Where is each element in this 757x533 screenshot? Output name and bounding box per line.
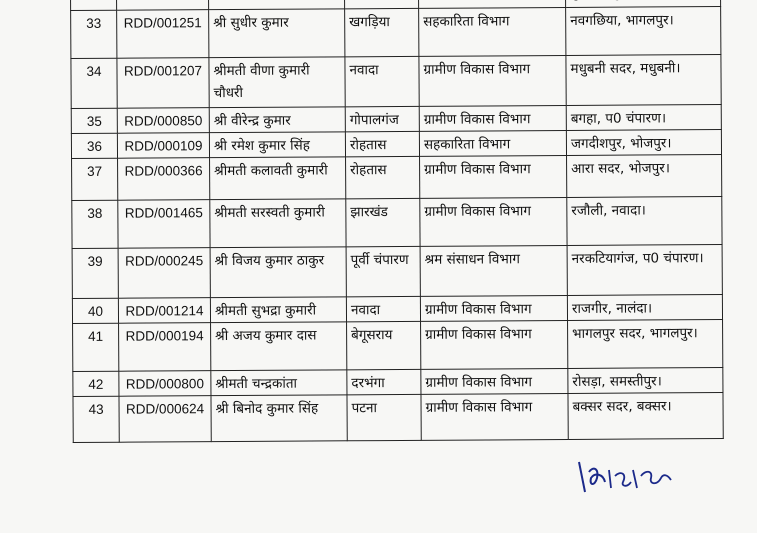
table-row <box>73 368 723 397</box>
cell-district: दरभंगा <box>347 369 421 394</box>
cell-department: ग्रामीण विकास विभाग <box>420 295 567 321</box>
cell-name: श्री रमेश कुमार सिंह <box>209 132 345 158</box>
cell-district: झारखंड <box>346 198 420 246</box>
table-row <box>71 55 721 109</box>
table-row <box>72 155 722 201</box>
cell-name: श्री विजय कुमार ठाकुर <box>210 247 346 298</box>
cell-posting: आरा सदर, भोजपुर। <box>567 155 722 198</box>
table-row <box>72 245 722 299</box>
cell-employee-code: RDD/000109 <box>117 133 209 159</box>
cell-posting: रोसड़ा, समस्तीपुर। <box>568 368 723 394</box>
posting-table <box>70 0 724 443</box>
cell-posting: राजगीर, नालंदा। <box>567 295 722 321</box>
cell-department: सहकारिता विभाग <box>419 7 566 56</box>
cell-name: श्रीमती सुभद्रा कुमारी <box>210 297 346 323</box>
cell-employee-code: RDD/000624 <box>119 396 211 443</box>
cell-employee-code: RDD/000245 <box>118 248 210 299</box>
cell-serial-number: 40 <box>72 298 118 323</box>
cell-employee-code: RDD/000194 <box>119 323 211 372</box>
cell-posting: नरकटियागंज, प0 चंपारण। <box>567 245 722 296</box>
cell-posting: नवगछिया, भागलपुर। <box>566 7 721 56</box>
cell-name: श्री बिनोद कुमार सिंह <box>211 395 347 442</box>
cell-name: श्री वीरेन्द्र कुमार <box>209 107 345 133</box>
cell-district: नवादा <box>345 56 419 106</box>
cell-employee-code: RDD/001465 <box>118 200 210 249</box>
cell-name: श्रीमती चन्द्रकांता <box>211 370 347 396</box>
cell-serial-number: 35 <box>71 108 117 133</box>
cell-serial-number: 36 <box>71 133 117 158</box>
cell-department: ग्रामीण विकास विभाग <box>419 105 566 131</box>
cell-serial-number: 41 <box>73 323 119 371</box>
table-row <box>71 105 721 134</box>
cell-department: ग्रामीण विकास विभाग <box>420 155 567 198</box>
cell-name: श्री सुधीर कुमार <box>209 9 345 58</box>
cell-posting: भागलपुर सदर, भागलपुर। <box>568 320 723 369</box>
cell-department: श्रम संसाधन विभाग <box>420 245 567 296</box>
cell-posting: जगदीशपुर, भोजपुर। <box>566 130 721 156</box>
cell-serial-number: 42 <box>73 371 119 396</box>
handwritten-signature <box>575 452 685 500</box>
cell-district: रोहतास <box>345 131 419 156</box>
cell-posting: बगहा, प0 चंपारण। <box>566 105 721 131</box>
table-row <box>72 197 722 249</box>
cell-posting: बक्सर सदर, बक्सर। <box>568 393 723 440</box>
cell-employee-code: RDD/000366 <box>118 158 210 201</box>
cell-serial-number: 33 <box>71 10 117 58</box>
cell-department: ग्रामीण विकास विभाग <box>421 320 568 369</box>
cell-district: खगड़िया <box>345 8 419 56</box>
cell-district: पटना <box>347 394 421 440</box>
cell-serial-number: 38 <box>72 200 118 248</box>
cell-serial-number: 39 <box>72 248 118 298</box>
cell-district: पूर्वी चंपारण <box>346 246 420 296</box>
table-row <box>72 295 722 324</box>
table-row <box>73 393 723 443</box>
cell-serial-number: 37 <box>72 158 118 200</box>
cell-district: गोपालगंज <box>345 106 419 131</box>
cell-district: नवादा <box>346 296 420 321</box>
cell-district: बेगूसराय <box>347 321 421 369</box>
table-body <box>71 0 724 442</box>
cell-district: रोहतास <box>346 156 420 198</box>
cell-employee-code: RDD/000850 <box>117 108 209 134</box>
cell-employee-code: RDD/001207 <box>117 58 209 109</box>
cell-name: श्रीमती वीणा कुमारी चौधरी <box>209 57 345 108</box>
cell-department: ग्रामीण विकास विभाग <box>420 197 567 246</box>
table-row <box>71 130 721 159</box>
cell-posting: रजौली, नवादा। <box>567 197 722 246</box>
table-row <box>73 320 723 372</box>
table-row <box>71 7 721 59</box>
cell-name: श्रीमती कलावती कुमारी <box>210 157 346 200</box>
cell-serial-number: 34 <box>71 58 117 108</box>
cell-employee-code: RDD/000800 <box>119 371 211 397</box>
cell-department: ग्रामीण विकास विभाग <box>421 393 568 440</box>
cell-department: सहकारिता विभाग <box>419 130 566 156</box>
cell-name: श्री अजय कुमार दास <box>211 322 347 371</box>
cell-serial-number: 43 <box>73 396 119 442</box>
cell-employee-code: RDD/001214 <box>118 298 210 324</box>
cell-department: ग्रामीण विकास विभाग <box>421 368 568 394</box>
cell-employee-code: RDD/001251 <box>117 10 209 59</box>
cell-department: ग्रामीण विकास विभाग <box>419 55 566 106</box>
cell-posting: मधुबनी सदर, मधुबनी। <box>566 55 721 106</box>
cell-name: श्रीमती सरस्वती कुमारी <box>210 199 346 248</box>
